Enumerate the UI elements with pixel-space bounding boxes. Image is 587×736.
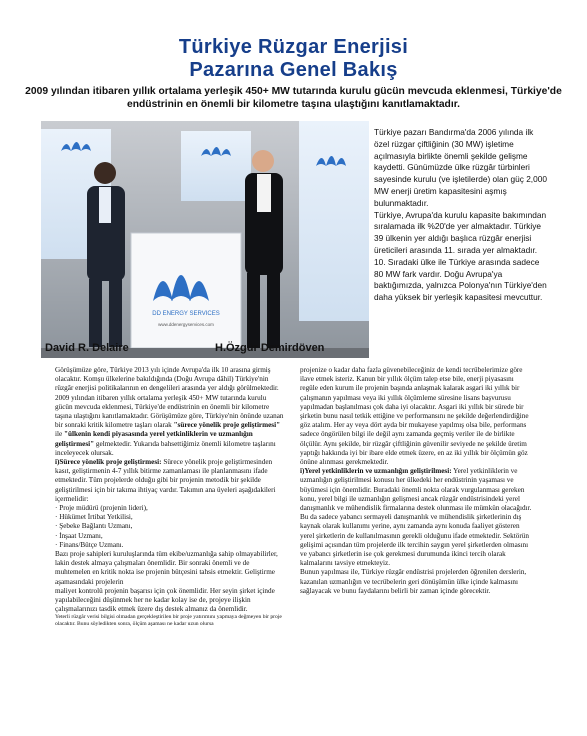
list-item: · Proje müdürü (projenin lideri), bbox=[55, 504, 148, 513]
body-paragraph: Bazı proje sahipleri kuruluşlarında tüm ekibe/uzmanlığa sahip olmayabilirler, lakin destek almaya çalışmaları önemlidir. Bir sonraki önemli ve de muhtemelen en kritik nokta ise projenin bütçesini tahsis etmektir. Geliştirme aşamasındaki projelerin bbox=[55, 550, 278, 586]
list-item: · İnşaat Uzmanı, bbox=[55, 531, 103, 540]
body-paragraph: i)Sürece yönelik proje geliştirmesi: Sürece yönelik proje geliştirmesinden kasıt, geliştirmenin 4-7 yıllık bitirme zamanlaması ile planlanmasını ifade etmektedir. Tüm projelerde olduğu gibi bir projenin metodik bir şekilde geliştirilmesi için bir takıma ihtiyaç vardır. Takımın ana üyeleri aşağıdakileri içermelidir: bbox=[55, 458, 276, 503]
body-column-right bbox=[300, 366, 532, 696]
body-paragraph: maliyet kontrolü projenin başarısı için çok önemlidir. Her seyin şirket içinde yapılabileceğini düşünmek her ne kadar kolay ise de, projeye ilişkin çalışmalarınızı tasdik etmek üzere dış destek almanız da önemlidir. bbox=[55, 586, 275, 614]
section-heading: i)Sürece yönelik proje geliştirmesi: bbox=[55, 458, 162, 467]
photo-illustration bbox=[41, 121, 369, 358]
intro-text bbox=[374, 127, 550, 304]
body-paragraph: Görüşümüze göre, Türkiye 2013 yılı içinde Avrupa'da ilk 10 arasına girmiş olacaktır. Komşu ülkelerine bakıldığında (Doğu Avrupa dâhil) Türkiye'nin rüzgâr enerjisi politikalarının en dengelileri arasında yer aldığı görülmektedir. bbox=[55, 366, 279, 393]
caption-left: David R. Delaire bbox=[45, 342, 129, 354]
intro-paragraph: Türkiye, Avrupa'da kurulu kapasite bakımından sıralamada ilk %20'de yer almaktadır. Türkiye 39 ülkenin yer aldığı başlıca rüzgâr enerjisi üreticileri arasında 11. sırada yer almaktadır. 10. Sıradaki ülke ile Türkiye arasında sadece 80 MW fark vardır. Doğu Avrupa'ya baktığımızda, yalnızca Polonya'nın Türkiye'den daha yüksek bir yerleşik kapasitesi mevcuttur. bbox=[374, 209, 547, 303]
body-paragraph: Bunun yapılması ile, Türkiye rüzgâr endüstrisi projelerden öğrenilen derslerin, kazanılan uzmanlığın ve tecrübelerin geri dönüşümün ülke içinde kalmasını sağlayacak ve bunu faydalarını belirli bir zaman içinde görecektir. bbox=[300, 568, 527, 595]
counter-brand: DD ENERGY SERVICES bbox=[152, 311, 220, 317]
body-column-left bbox=[55, 366, 285, 696]
caption-right: H.Özgür Demirdöven bbox=[215, 342, 325, 354]
counter-website: www.ddenergyservices.com bbox=[158, 322, 214, 327]
list-item: · Şebeke Bağlantı Uzmanı, bbox=[55, 522, 133, 531]
section-heading: i)Yerel yetkinliklerin ve uzmanlığın geliştirilmesi: bbox=[300, 467, 452, 476]
body-paragraph: 2009 yılından itibaren yıllık ortalama yerleşik 450+ MW tutarında kurulu gücün mevcuda eklenmesi, Türkiye'de endüstrinin en önemli bir kilometre taşına ulaştığını kanıtlamaktadır. Görüşümüze göre, Türkiye'nin önünde uzanan bir sonraki kritik kilometre taşları olarak "sürece yönelik proje geliştirmesi" ile "ülkenin kendi piyasasında yerel yetkinliklerin ve uzmanlığın geliştirmesi" gelmektedir. Yukarıda bahsettiğimiz önemli kilometre taşlarını inceleyecek olursak. bbox=[55, 393, 284, 457]
list-item: · Hükümet İrtibat Yetkilisi, bbox=[55, 513, 133, 522]
right-banner bbox=[299, 121, 369, 321]
article-photo bbox=[41, 121, 369, 358]
body-paragraph: Yeterli rüzgâr verisi bilgisi olmadan gerçekleştirilen bir proje yatırımını yapmaya değmeyen bir proje olacaktır. Bunu söyledikten sonra, ölçüm aşaması ne kadar uzun olursa bbox=[55, 614, 282, 628]
article-lead: 2009 yılından itibaren yıllık ortalama yerleşik 450+ MW tutarında kurulu gücün mevcuda eklenmesi, Türkiye'de endüstrinin en önemli bir kilometre taşına ulaştığını kanıtlamaktadır. bbox=[25, 86, 562, 110]
article-title-line2: Pazarına Genel Bakış bbox=[189, 59, 398, 81]
body-paragraph: projenize o kadar daha fazla güvenebileceğiniz de kendi tecrübelerimize göre ilave etmek isteriz. Kanun bir yıllık ölçüm talep etse bile, enerji piyasasını regüle eden kurum ile projenin başında anlaşmak kalarak asgari iki yıllık bir çalışmanın yapılması veya iki yıllık ölçümleme süresine lisans başvurusu yapılmadan başlanılması çok daha iyi olacaktır. Asgari iki yıllık bir sürede bir şirketin bunu nasıl tetkik ettiğine ve performansını ne şekilde değerlendirdiğine göz atalım. Her ay veya dört ayda bir mukayese yapılmış olsa bile, performans sadece öngörülen bilgi ile değil aynı zamanda geçmiş veriler ile de birlikte ölçülür. Aynı şekilde, bir rüzgâr çiftliğinin güvenilir seviyede ne şekilde üretim yaptığı hakkında iyi bir ibare elde etmek üzere, en az iki yıllık bir ölçümün göz önüne alınması gerekmektedir. bbox=[300, 366, 529, 467]
body-paragraph: i)Yerel yetkinliklerin ve uzmanlığın geliştirilmesi: Yerel yetkinliklerin ve uzmanlığın geliştirilmesi konusu her ülkedeki her endüstrinin yaşaması ve büyümesi için önemlidir. Buradaki önemli nokta olarak vurgulanması gereken konu, yerel bilgi ile uzmanlığın gelişmesi ancak rüzgâr endüstrisindeki yerel danışmanlık ve mühendislik firmalarına destek olunması ile mümkün olacağıdır. Bu da sadece yabancı sermayeli danışmanlık ve mühendislik şirketlerinin dış kaynak olarak kullanımı yerine, aynı zamanda aynı konuda faaliyet gösteren yerel şirketlerin de kullanılmasının gerekli olduğunu ifade etmektedir. Sektörün gelişimi açısından tüm projelerde ilk tercihin saygın yerel şirketlerden olmasını ve yabancı şirketlerin ise çok gerekmesi durumunda ikinci tercih olarak kalmalarını tavsiye etmekteyiz. bbox=[300, 467, 532, 568]
article-title-line1: Türkiye Rüzgar Enerjisi bbox=[178, 36, 409, 58]
intro-paragraph: Türkiye pazarı Bandırma'da 2006 yılında ilk özel rüzgar çiftliğinin (30 MW) işletime açılmasıyla birlikte önemli şekilde gelişme kaydetti. Günümüzde ülke rüzgâr türbinleri sayesinde kurulu (ve işletilerde) olan güç 2,000 MW enerji üretim kapasitesini aşmış bulunmaktadır. bbox=[374, 127, 547, 208]
list-item: · Finans/Bütçe Uzmanı. bbox=[55, 540, 124, 549]
